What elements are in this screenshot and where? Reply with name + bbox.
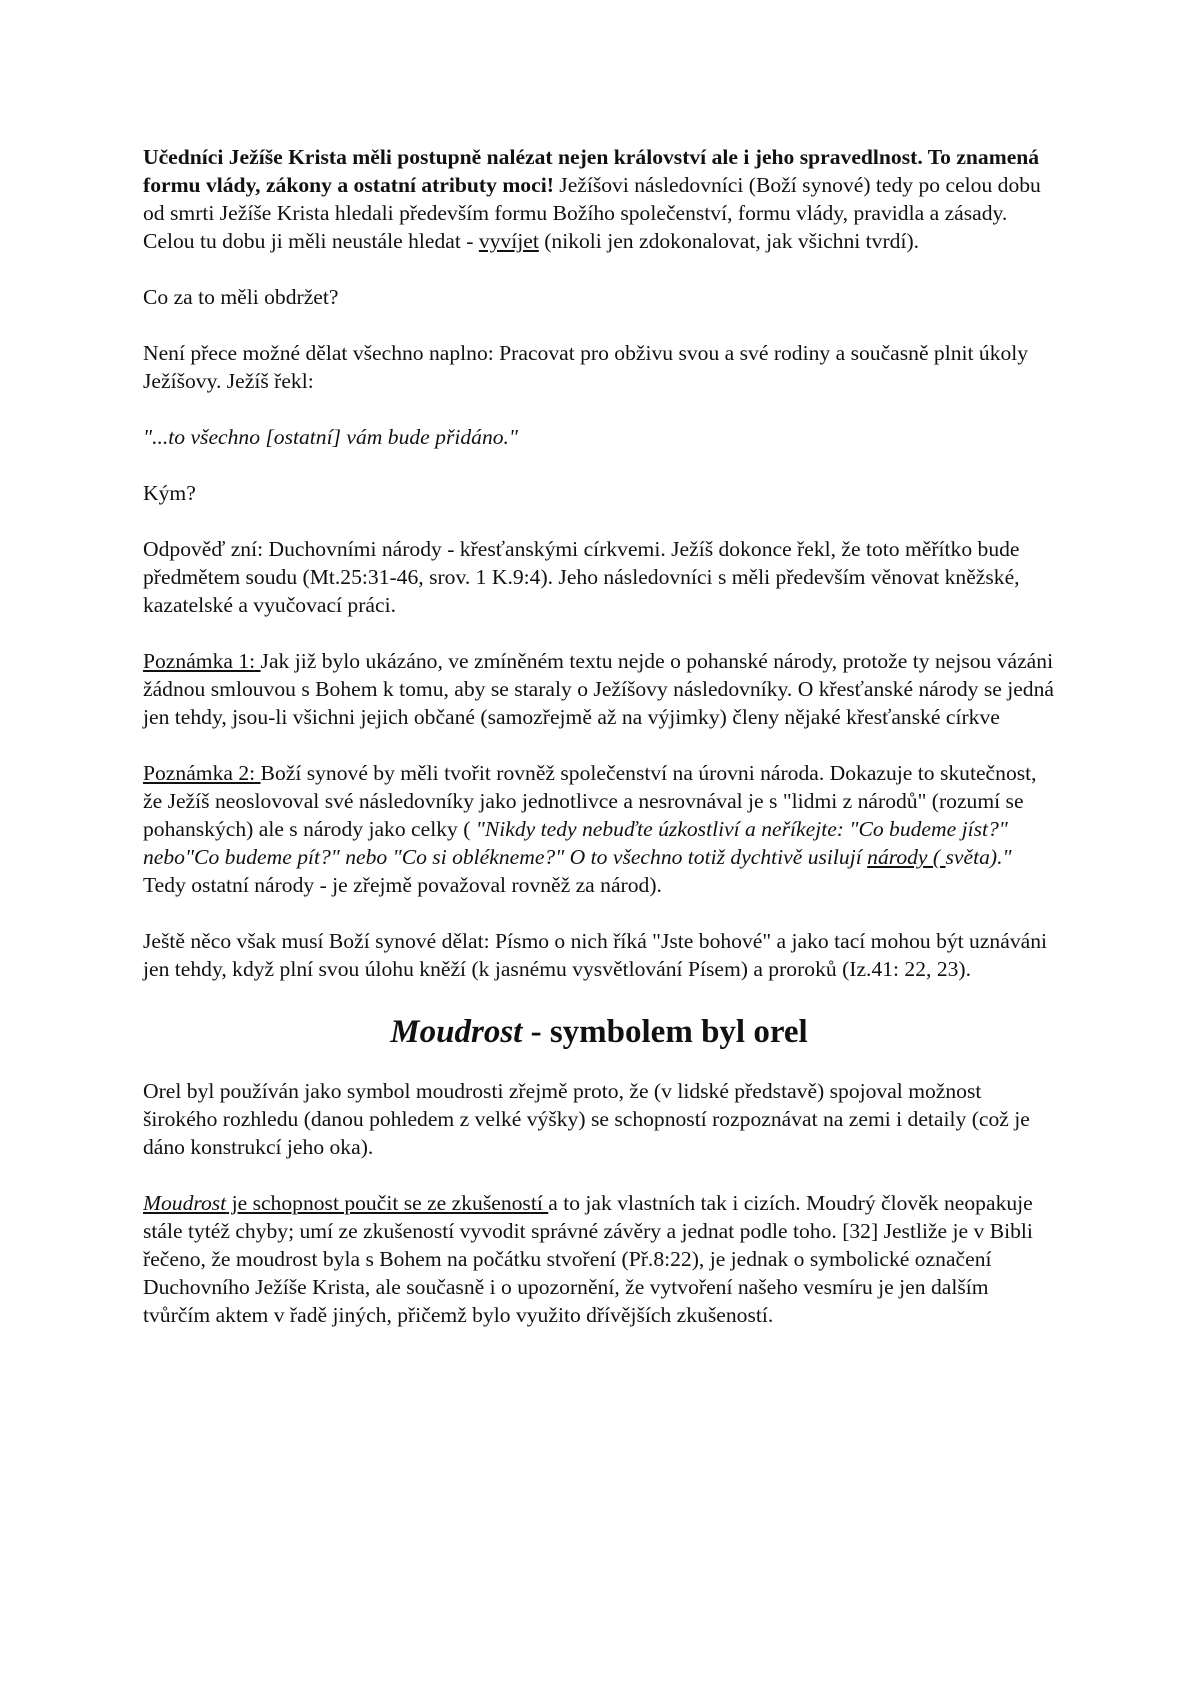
quote-line [143,423,1055,451]
quote-text: "...to všechno [ostatní] vám bude přidáno." [143,425,519,449]
note-2-underlined-narody: národy ( [867,845,946,869]
wisdom-text: a to jak vlastních tak i cizích. Moudrý člověk neopakuje stále tytéž chyby; umí ze zkušeností vyvodit správné závěry a jednat podle toho. [32] Jestliže je v Bibli řečeno, že moudrost byla s Bohem na počátku stvoření (Př.8:22), je jednak o symbolické označení Duchovního Ježíše Krista, ale současně i o upozornění, že vytvoření našeho vesmíru je jen dalším tvůrčím aktem v řadě jiných, přičemž bylo využito dřívějších zkušeností. [143,1191,1033,1327]
note-1 [143,647,1055,731]
note-2-text-end: Tedy ostatní národy - je zřejmě považoval rovněž za národ). [143,873,662,897]
paragraph-intro [143,143,1055,255]
note-2-quote-underlined [867,845,945,869]
paragraph-kym: Kým? [143,481,196,505]
note-2-quote: "Nikdy tedy nebuďte úzkostliví a neříkejte: "Co budeme jíst?" nebo"Co budeme pít?" nebo "Co si oblékneme?" O to všechno totiž dychtivě usilují [143,817,1008,869]
note-2-text: Boží synové by měli tvořit rovněž společenství na úrovni národa. Dokazuje to skutečnost, že Ježíš neoslovoval své následovníky jako jednotlivce a nesrovnával je s "lidmi z národů" (rozumí se pohanských) ale s národy jako celky ( [143,761,1037,841]
intro-bold-text: Učedníci Ježíše Krista měli postupně nalézat nejen království ale i jeho spravedlnost. To znamená formu vlády, zákony a ostatní atributy moci! [143,145,1040,197]
document-page [143,143,1055,1357]
paragraph-work: Není přece možné dělat všechno naplno: Pracovat pro obživu svou a své rodiny a současně plnit úkoly Ježíšovy. Ježíš řekl: [143,341,1029,393]
note-2 [143,759,1055,899]
wisdom-definition: je schopnost poučit se ze zkušeností [226,1191,549,1215]
paragraph-gods: Ještě něco však musí Boží synové dělat: Písmo o nich říká "Jste bohové" a jako tací mohou být uznáváni jen tehdy, když plní svou úlohu kněží (k jasnému vysvětlování Písem) a proroků (Iz.41: 22, 23). [143,929,1047,981]
heading-rest: - symbolem byl orel [522,1014,808,1050]
intro-text: Ježíšovi následovníci (Boží synové) tedy po celou dobu od smrti Ježíše Krista hledali především formu Božího společenství, formu vlády, pravidla a zásady. Celou tu dobu ji měli neustále hledat - [143,173,1041,253]
paragraph-eagle: Orel byl používán jako symbol moudrosti zřejmě proto, že (v lidské představě) spojoval možnost širokého rozhledu (danou pohledem z velké výšky) se schopností rozpoznávat na zemi i detaily (což je dáno konstrukcí jeho oka). [143,1079,1030,1159]
wisdom-italic [143,1191,226,1215]
note-1-text: Jak již bylo ukázáno, ve zmíněném textu nejde o pohanské národy, protože ty nejsou vázáni žádnou smlouvou s Bohem k tomu, aby se staraly o Ježíšovy následovníky. O křesťanské národy se jedná jen tehdy, jsou-li všichni jejich občané (samozřejmě až na výjimky) členy nějaké křesťanské církve [143,649,1054,729]
underlined-word-vyvijet: vyvíjet [478,229,539,253]
note-1-label: Poznámka 1: [143,649,261,673]
paragraph-wisdom [143,1189,1055,1329]
intro-text-end: (nikoli jen zdokonalovat, jak všichni tvrdí). [538,229,920,253]
paragraph-question: Co za to měli obdržet? [143,285,339,309]
section-heading [143,1011,1055,1053]
paragraph-answer: Odpověď zní: Duchovními národy - křesťanskými církvemi. Ježíš dokonce řekl, že toto měřítko bude předmětem soudu (Mt.25:31-46, srov. 1 K.9:4). Jeho následovníci s měli především věnovat kněžské, kazatelské a vyučovací práci. [143,537,1020,617]
note-2-label: Poznámka 2: [143,761,261,785]
wisdom-word: Moudrost [143,1191,227,1215]
heading-italic: Moudrost [390,1014,523,1050]
note-2-quote-end: světa)." [945,845,1012,869]
